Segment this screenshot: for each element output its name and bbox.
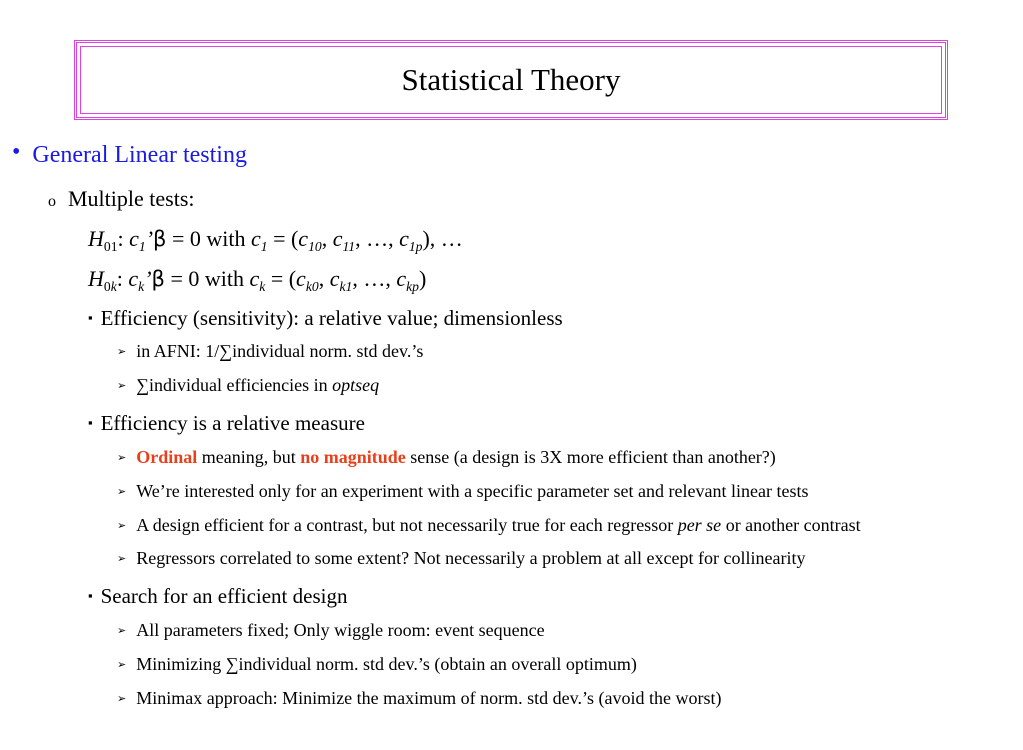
list-item-parameters-fixed: ➢ All parameters fixed; Only wiggle room: event sequence <box>117 620 545 640</box>
list-item-afni: ➢ in AFNI: 1/∑individual norm. std dev.’s <box>117 341 424 361</box>
beta-symbol: β <box>153 227 167 251</box>
list-item-minimizing: ➢ Minimizing ∑individual norm. std dev.’s (obtain an overall optimum) <box>117 654 637 674</box>
square-bullet: ▪ <box>88 310 93 325</box>
arrow-bullet: ➢ <box>117 452 127 464</box>
arrow-bullet: ➢ <box>117 553 127 565</box>
equation-h01: $H_{01}$: $c_1’\beta = 0$ with $c_1 = (c_{10}$, $c_{11}$, …, $c_{1p}$), … <box>88 226 463 254</box>
circle-bullet: o <box>48 193 56 210</box>
list-item-ordinal: ➢ Ordinal meaning, but no magnitude sense (a design is 3X more efficient than another?) <box>117 447 776 467</box>
emphasis-no-magnitude: no magnitude <box>300 447 406 467</box>
arrow-bullet: ➢ <box>117 346 127 358</box>
list-item-search: ▪ Search for an efficient design <box>88 584 348 608</box>
arrow-bullet: ➢ <box>117 486 127 498</box>
equation-h0k: $H_{0k}$: $c_k’\beta = 0$ with $c_k = (c_{k0}$, $c_{k1}$, …, $c_{kp}$) <box>88 266 427 294</box>
arrow-bullet: ➢ <box>117 520 127 532</box>
list-item-minimax: ➢ Minimax approach: Minimize the maximum of norm. std dev.’s (avoid the worst) <box>117 688 722 708</box>
arrow-bullet: ➢ <box>117 625 127 637</box>
square-bullet: ▪ <box>88 415 93 430</box>
section-heading <box>12 139 247 169</box>
title-box <box>74 40 948 120</box>
arrow-bullet: ➢ <box>117 693 127 705</box>
emphasis-ordinal: Ordinal <box>136 447 198 467</box>
section-label: General Linear testing <box>32 142 247 168</box>
list-item-contrast: ➢ A design efficient for a contrast, but not necessarily true for each regressor per se or another contrast <box>117 515 861 535</box>
subheading <box>48 186 195 212</box>
list-item-interested: ➢ We’re interested only for an experiment with a specific parameter set and relevant linear tests <box>117 481 809 501</box>
arrow-bullet: ➢ <box>117 659 127 671</box>
subheading-label: Multiple tests: <box>68 186 195 211</box>
list-item-optseq: ➢ ∑individual efficiencies in optseq <box>117 375 380 395</box>
list-item-regressors: ➢ Regressors correlated to some extent? Not necessarily a problem at all except for collinearity <box>117 548 806 568</box>
list-item-efficiency-sensitivity: ▪ Efficiency (sensitivity): a relative value; dimensionless <box>88 306 563 330</box>
beta-symbol: β <box>151 267 165 291</box>
page-title: Statistical Theory <box>401 62 621 97</box>
dot-bullet: • <box>12 139 21 165</box>
square-bullet: ▪ <box>88 588 93 603</box>
arrow-bullet: ➢ <box>117 380 127 392</box>
list-item-efficiency-relative: ▪ Efficiency is a relative measure <box>88 411 365 435</box>
